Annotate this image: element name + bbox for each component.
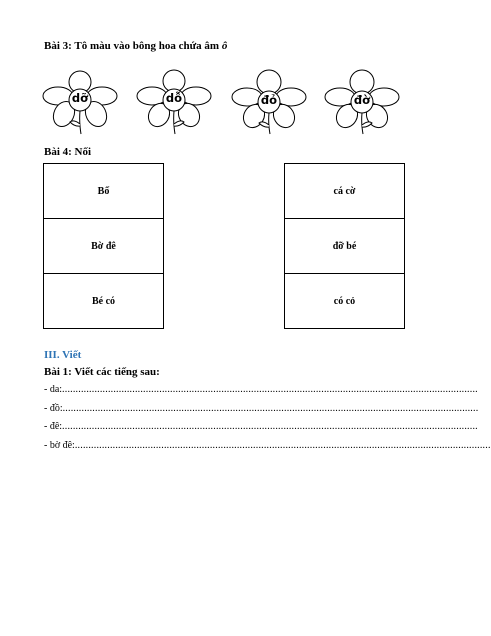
write-exercise-1-title: Bài 1: Viết các tiếng sau:: [44, 366, 160, 378]
exercise-4-title: Bài 4: Nối: [44, 146, 92, 158]
flower-4-label: đờ: [353, 93, 371, 107]
write-line-dots: ..........................................................................................................................................................: [62, 403, 479, 414]
match-left-item[interactable]: Bố: [44, 164, 164, 219]
write-line-dots: ..........................................................................................................................................................: [62, 384, 478, 395]
exercise-3-title: [44, 40, 227, 52]
write-line-1[interactable]: [44, 384, 478, 395]
match-right-item[interactable]: đỡ bé: [285, 219, 405, 274]
flower-4[interactable]: [322, 70, 402, 136]
exercise-3-title-text: Bài 3: Tô màu vào bông hoa chứa âm: [44, 40, 222, 52]
write-line-label: - bờ đê:: [44, 440, 75, 451]
write-line-label: - da:: [44, 384, 63, 395]
exercise-3-title-sound: ô: [221, 40, 228, 52]
write-line-2[interactable]: [44, 403, 479, 414]
flower-1-label: dỡ: [71, 91, 89, 105]
match-left-item[interactable]: Bé có: [44, 274, 164, 329]
write-line-4[interactable]: [44, 440, 491, 451]
write-line-3[interactable]: [44, 421, 478, 432]
write-line-label: - đê:: [44, 421, 63, 432]
flower-1[interactable]: [40, 70, 120, 136]
match-left-item[interactable]: Bờ đê: [44, 219, 164, 274]
flower-2[interactable]: [134, 70, 214, 136]
match-right-item[interactable]: có cỏ: [285, 274, 405, 329]
match-right-table: [284, 163, 405, 329]
section-3-title: III. Viết: [44, 349, 82, 361]
write-line-dots: ..........................................................................................................................................................: [74, 440, 491, 451]
flower-3[interactable]: [229, 70, 309, 136]
match-right-item[interactable]: cá cờ: [285, 164, 405, 219]
flower-2-label: dỗ: [165, 91, 183, 105]
flower-3-label: đỏ: [260, 93, 278, 107]
match-left-table: [43, 163, 164, 329]
write-line-label: - đồ:: [44, 403, 63, 414]
write-line-dots: ..........................................................................................................................................................: [62, 421, 478, 432]
